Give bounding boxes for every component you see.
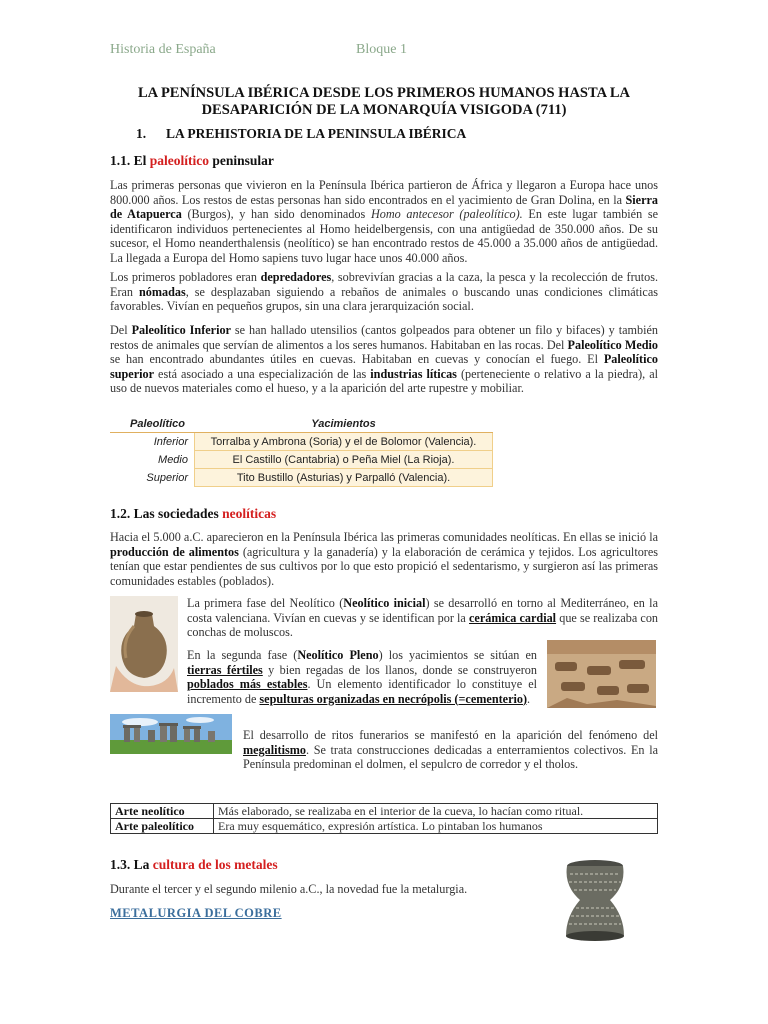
paragraph-neolithic-full — [187, 648, 537, 706]
heading-1-1-post: peninsular — [209, 153, 274, 168]
section-1-number: 1. — [136, 126, 147, 141]
table-cell-key: Arte paleolítico — [111, 819, 214, 834]
paragraph-neolithic-intro — [110, 530, 658, 588]
text-bold: Sierra de Atapuerca — [110, 192, 658, 221]
table-row — [110, 451, 493, 469]
table-cell-value: Era muy esquemático, expresión artística. Lo pintaban los humanos — [214, 819, 658, 834]
table-cell-sites: Tito Bustillo (Asturias) y Parpalló (Valencia). — [195, 469, 493, 487]
text: (agricultura y la ganadería) y la elaboración de cerámica y tejidos. Los agricultores tenían que estar pendientes de sus cultivos por lo que esto propició el sedentarismo, y surgieron así las primeras comunidades estables (poblados). — [110, 544, 659, 588]
heading-1-2 — [110, 506, 276, 522]
table-cell-period: Superior — [146, 471, 188, 484]
heading-1-3-red: cultura de los metales — [152, 857, 278, 872]
table-header-sites: Yacimientos — [195, 416, 493, 433]
text-bold: Neolítico Pleno — [297, 648, 379, 662]
text: Los primeros pobladores eran — [110, 270, 261, 284]
text: . — [527, 691, 531, 706]
text-bold-underline: tierras fértiles — [187, 662, 263, 677]
text-bold: industrias líticas — [370, 366, 457, 381]
text-italic: Homo antecesor (paleolítico). — [370, 207, 523, 221]
text: está asociado a una especialización de las — [154, 366, 371, 381]
text-bold-underline: cerámica cardial — [469, 610, 557, 625]
text: se han hallado utensilios (cantos golpeados para obtener un filo y bifaces) y también restos de animales que servían de alimentos a los seres humanos. Habitaban en las rocas. Del — [110, 323, 658, 352]
text: En la segunda fase ( — [187, 648, 298, 662]
neolithic-vase-image — [110, 596, 178, 692]
heading-1-2-red: neolíticas — [222, 506, 277, 521]
text-bold-underline: megalitismo — [243, 742, 306, 757]
header-left: Historia de España — [110, 42, 216, 57]
heading-1-3 — [110, 857, 278, 873]
paragraph-paleolithic-periods — [110, 323, 658, 396]
header-right: Bloque 1 — [356, 42, 407, 57]
text: (perteneciente o relativo a la piedra), al uso de nuevos materiales como el hueso, y a la aparición del arte rupestre y mobiliar. — [110, 366, 658, 395]
table-cell-sites: El Castillo (Cantabria) o Peña Miel (La Rioja). — [195, 451, 493, 469]
text: ) se desarrolló en torno al Mediterráneo, en la costa valenciana. Vivían en cuevas y se identifican por la — [187, 596, 658, 625]
document-title: LA PENÍNSULA IBÉRICA DESDE LOS PRIMEROS HUMANOS HASTA LA DESAPARICIÓN DE LA MONARQUÍA VISIGODA (711) — [137, 85, 631, 118]
paragraph-megalithism — [243, 728, 658, 772]
text-bold: Paleolítico Medio — [567, 337, 658, 352]
table-row — [111, 819, 658, 834]
table-row — [110, 469, 493, 487]
table-cell-period: Inferior — [153, 435, 188, 448]
text: , sobrevivían gracias a la caza, la pesca y la recolección de frutos. Eran — [110, 270, 658, 299]
text: (Burgos), y han sido denominados — [181, 207, 371, 221]
text: y bien regadas de los llanos, donde se construyeron — [262, 662, 537, 677]
metal-vessel-image — [556, 856, 634, 944]
text-bold: Paleolítico superior — [110, 352, 658, 381]
heading-1-2-pre: 1.2. Las sociedades — [110, 506, 223, 521]
table-cell-value: Más elaborado, se realizaba en el interior de la cueva, lo hacían como ritual. — [214, 804, 658, 819]
text-bold: Paleolítico Inferior — [131, 323, 231, 337]
text-bold: Neolítico inicial — [343, 596, 426, 610]
heading-1-1-pre: 1.1. El — [110, 153, 150, 168]
text: , se desplazaban siguiendo a rebaños de animales o buscando unas condiciones climáticas favorables. Vivían en pequeños grupos, sin una clara jerarquización social. — [110, 284, 658, 313]
text: En este lugar también se identificaron individuos pertenecientes al Homo heidelbergensis, con una antigüedad de 350.000 años. De su sucesor, el Homo neanderthalensis (neolítico) se han encontrado restos de 45.000 a 35.000 años de antigüedad. La llegada a Europa del Homo sapiens tuvo lugar hace unos 40.000 años. — [110, 207, 658, 265]
text: . Un elemento identificador lo constituye el incremento de — [187, 677, 537, 706]
table-row — [110, 433, 493, 451]
text: . Se trata construcciones dedicadas a enterramientos colectivos. En la Península predominan el dolmen, el sepulcro de corredor y el tholos. — [243, 742, 658, 771]
text: que se realizaba con conchas de moluscos. — [187, 610, 659, 639]
necropolis-excavation-image — [547, 640, 656, 708]
text: se han encontrado abundantes útiles en cuevas. Habitaban en cuevas y conocían el fuego. El — [110, 352, 604, 366]
stonehenge-image — [110, 714, 232, 754]
paragraph-neolithic-initial — [187, 596, 658, 640]
text: La primera fase del Neolítico ( — [187, 596, 344, 610]
text-bold-underline: poblados más estables — [187, 677, 308, 691]
heading-1-3-pre: 1.3. La — [110, 857, 153, 872]
heading-1-1-red: paleolítico — [149, 153, 210, 168]
table-row — [111, 804, 658, 819]
subheading-copper-metallurgy[interactable]: METALURGIA DEL COBRE — [110, 906, 282, 920]
text: Del — [110, 323, 132, 337]
text-bold: producción de alimentos — [110, 544, 239, 559]
text: El desarrollo de ritos funerarios se manifestó en la aparición del fenómeno del — [243, 728, 658, 742]
paleolithic-sites-table — [110, 416, 493, 487]
table-cell-period: Medio — [158, 453, 188, 466]
section-1-title: LA PREHISTORIA DE LA PENINSULA IBÉRICA — [166, 126, 467, 141]
heading-1-1 — [110, 153, 274, 169]
text-bold: nómadas — [139, 284, 186, 299]
art-comparison-table — [110, 803, 658, 834]
paragraph-metals: Durante el tercer y el segundo milenio a.C., la novedad fue la metalurgia. — [110, 882, 468, 896]
table-header-row — [110, 416, 493, 433]
paragraph-origins — [110, 178, 658, 265]
table-header-period: Paleolítico — [110, 416, 195, 433]
text-bold-underline: sepulturas organizadas en necrópolis (=cementerio) — [259, 691, 528, 706]
text-bold: depredadores — [260, 270, 332, 284]
table-cell-sites: Torralba y Ambrona (Soria) y el de Bolomor (Valencia). — [195, 433, 493, 451]
table-cell-key: Arte neolítico — [111, 804, 214, 819]
text: ) los yacimientos se sitúan en — [378, 648, 537, 662]
text: Hacia el 5.000 a.C. aparecieron en la Península Ibérica las primeras comunidades neolíticas. En ellas se inició la — [110, 530, 658, 544]
text: Las primeras personas que vivieron en la Península Ibérica partieron de África y llegaron a Europa hace unos 800.000 años. Los restos de estas personas han sido encontrados en el yacimiento de Gran Dolina, en la — [110, 178, 658, 207]
paragraph-first-settlers — [110, 270, 658, 314]
